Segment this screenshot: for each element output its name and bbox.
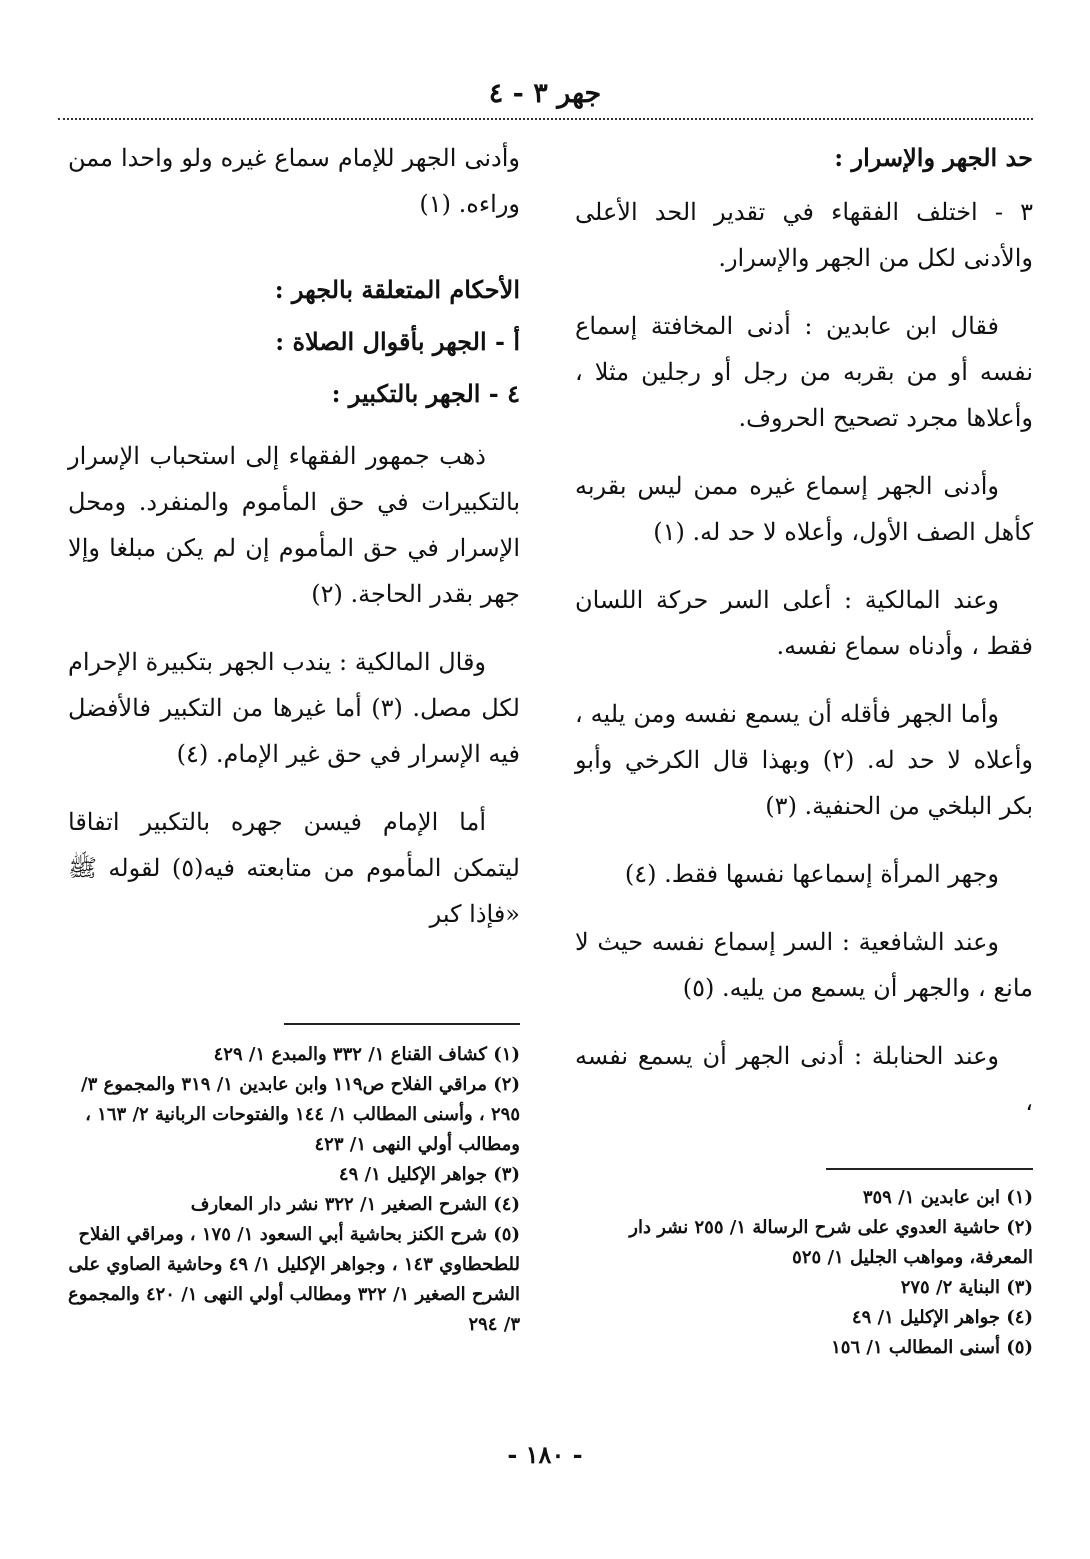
paragraph: فقال ابن عابدين : أدنى المخافتة إسماع نفسه أو من بقربه من رجل أو رجلين مثلا ، وأعلاها مجرد تصحيح الحروف. <box>575 312 1033 432</box>
footnote: (٣) البناية ٢/ ٢٧٥ <box>900 1277 1033 1298</box>
header-dotted-rule <box>58 118 1033 120</box>
paragraph: وقال المالكية : يندب الجهر بتكبيرة الإحرام لكل مصل. (٣) أما غيرها من التكبير فالأفضل فيه الإسرار في حق غير الإمام. (٤) <box>68 648 520 768</box>
subsection-heading: أ - الجهر بأقوال الصلاة : <box>275 327 520 356</box>
paragraph: وأدنى الجهر للإمام سماع غيره ولو واحدا ممن وراءه. (١) <box>68 144 520 218</box>
footnote: (٤) جواهر الإكليل ١/ ٤٩ <box>851 1307 1033 1328</box>
footnote: (١) ابن عابدين ١/ ٣٥٩ <box>862 1187 1033 1208</box>
paragraph: وأما الجهر فأقله أن يسمع نفسه ومن يليه ، وأعلاه لا حد له. (٢) وبهذا قال الكرخي وأبو بكر البلخي من الحنفية. (٣) <box>575 700 1033 820</box>
paragraph: وجهر المرأة إسماعها نفسها فقط. (٤) <box>624 860 999 888</box>
paragraph: وعند الشافعية : السر إسماع نفسه حيث لا مانع ، والجهر أن يسمع من يليه. (٥) <box>575 928 1033 1002</box>
section-heading: حد الجهر والإسرار : <box>834 143 1033 172</box>
footnote: (٣) جواهر الإكليل ١/ ٤٩ <box>338 1164 520 1185</box>
running-header: جهر ٣ - ٤ <box>488 78 602 109</box>
section-heading: الأحكام المتعلقة بالجهر : <box>274 275 520 304</box>
footnotes-left <box>68 1040 520 1340</box>
footnote: (١) كشاف القناع ١/ ٣٣٢ والمبدع ١/ ٤٢٩ <box>213 1044 520 1065</box>
right-column <box>575 135 1033 1147</box>
paragraph: أما الإمام فيسن جهره بالتكبير اتفاقا ليتمكن المأموم من متابعته فيه(٥) لقوله ﷺ «فإذا كبر <box>68 808 520 928</box>
page-number: - ١٨٠ - <box>507 1440 583 1469</box>
footnote: (٤) الشرح الصغير ١/ ٣٢٢ نشر دار المعارف <box>190 1194 520 1215</box>
paragraph: ذهب جمهور الفقهاء إلى استحباب الإسرار بالتكبيرات في حق المأموم والمنفرد. ومحل الإسرار في حق المأموم إن لم يكن مبلغا وإلا جهر بقدر الحاجة. (٢) <box>68 442 520 608</box>
footnote: (٢) حاشية العدوي على شرح الرسالة ١/ ٢٥٥ نشر دار المعرفة، ومواهب الجليل ١/ ٥٢٥ <box>629 1217 1033 1268</box>
footnote-rule <box>826 1168 1033 1170</box>
left-column <box>68 135 520 959</box>
paragraph: وعند الحنابلة : أدنى الجهر أن يسمع نفسه ، <box>575 1042 1033 1116</box>
paragraph: ٣ - اختلف الفقهاء في تقدير الحد الأعلى والأدنى لكل من الجهر والإسرار. <box>575 198 1033 272</box>
footnote-rule <box>284 1023 520 1025</box>
footnotes-right <box>575 1183 1033 1363</box>
footnote: (٥) أسنى المطالب ١/ ١٥٦ <box>831 1337 1033 1358</box>
paragraph: وأدنى الجهر إسماع غيره ممن ليس بقربه كأهل الصف الأول، وأعلاه لا حد له. (١) <box>575 472 1033 546</box>
footnote: (٥) شرح الكنز بحاشية أبي السعود ١/ ١٧٥ ، ومراقي الفلاح للطحطاوي ١٤٣ ، وجواهر الإكليل ١/ ٤٩ وحاشية الصاوي على الشرح الصغير ١/ ٣٢٢ ومطالب أولي النهى ١/ ٤٢٠ والمجموع ٣/ ٢٩٤ <box>68 1224 520 1335</box>
paragraph: وعند المالكية : أعلى السر حركة اللسان فقط ، وأدناه سماع نفسه. <box>575 586 1033 660</box>
subsection-heading: ٤ - الجهر بالتكبير : <box>331 379 520 408</box>
footnote: (٢) مراقي الفلاح ص١١٩ وابن عابدين ١/ ٣١٩ والمجموع ٣/ ٢٩٥ ، وأسنى المطالب ١/ ١٤٤ والفتوحات الربانية ٢/ ١٦٣ ، ومطالب أولي النهى ١/ ٤٢٣ <box>80 1074 520 1155</box>
